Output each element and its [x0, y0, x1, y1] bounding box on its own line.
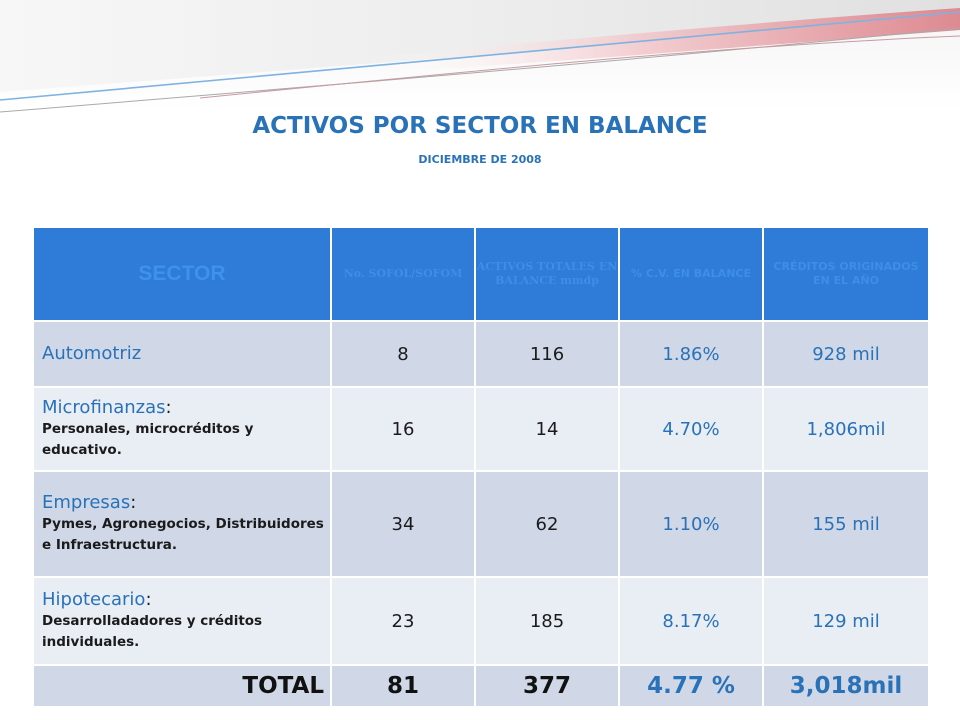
- total-row: [33, 665, 929, 707]
- page-subtitle: DICIEMBRE DE 2008: [418, 153, 542, 166]
- table-row: [33, 321, 929, 387]
- sector-detail: Pymes, Agronegocios, Distribuidores e Infraestructura.: [42, 516, 324, 553]
- sector-cell: [33, 387, 331, 471]
- count-cell: 23: [331, 577, 475, 665]
- sector-detail: Desarrolladadores y créditos individuales.: [42, 613, 263, 650]
- header-decoration: [0, 0, 960, 130]
- pct-cell: 1.10%: [619, 471, 763, 577]
- total-label: TOTAL: [33, 665, 331, 707]
- table-row: [33, 471, 929, 577]
- assets-cell: 116: [475, 321, 619, 387]
- credits-cell: 928 mil: [763, 321, 929, 387]
- header-assets: ACTIVOS TOTALES EN BALANCE mmdp: [475, 227, 619, 321]
- pct-cell: 8.17%: [619, 577, 763, 665]
- total-assets: 377: [475, 665, 619, 707]
- sector-cell: [33, 471, 331, 577]
- pct-cell: 1.86%: [619, 321, 763, 387]
- assets-cell: 62: [475, 471, 619, 577]
- count-cell: 8: [331, 321, 475, 387]
- table-header-row: [33, 227, 929, 321]
- credits-cell: 1,806mil: [763, 387, 929, 471]
- credits-cell: 129 mil: [763, 577, 929, 665]
- header-sector: SECTOR: [33, 227, 331, 321]
- count-cell: 16: [331, 387, 475, 471]
- total-pct: 4.77 %: [619, 665, 763, 707]
- sector-detail: Personales, microcréditos y educativo.: [42, 421, 254, 458]
- header-credits: CRÉDITOS ORIGINADOS EN EL AÑO: [763, 227, 929, 321]
- table-row: [33, 387, 929, 471]
- total-count: 81: [331, 665, 475, 707]
- sector-cell: [33, 321, 331, 387]
- sector-name: Hipotecario:: [42, 589, 152, 610]
- sector-name: Microfinanzas:: [42, 397, 172, 418]
- credits-cell: 155 mil: [763, 471, 929, 577]
- header-count: No. SOFOL/SOFOM: [331, 227, 475, 321]
- header-pct: % C.V. EN BALANCE: [619, 227, 763, 321]
- sector-assets-table: [32, 226, 930, 708]
- sector-name: Empresas:: [42, 492, 137, 513]
- sector-name: Automotriz: [42, 343, 142, 364]
- pct-cell: 4.70%: [619, 387, 763, 471]
- page-title: ACTIVOS POR SECTOR EN BALANCE: [252, 113, 708, 139]
- table-row: [33, 577, 929, 665]
- sector-cell: [33, 577, 331, 665]
- assets-cell: 185: [475, 577, 619, 665]
- count-cell: 34: [331, 471, 475, 577]
- assets-cell: 14: [475, 387, 619, 471]
- total-credits: 3,018mil: [763, 665, 929, 707]
